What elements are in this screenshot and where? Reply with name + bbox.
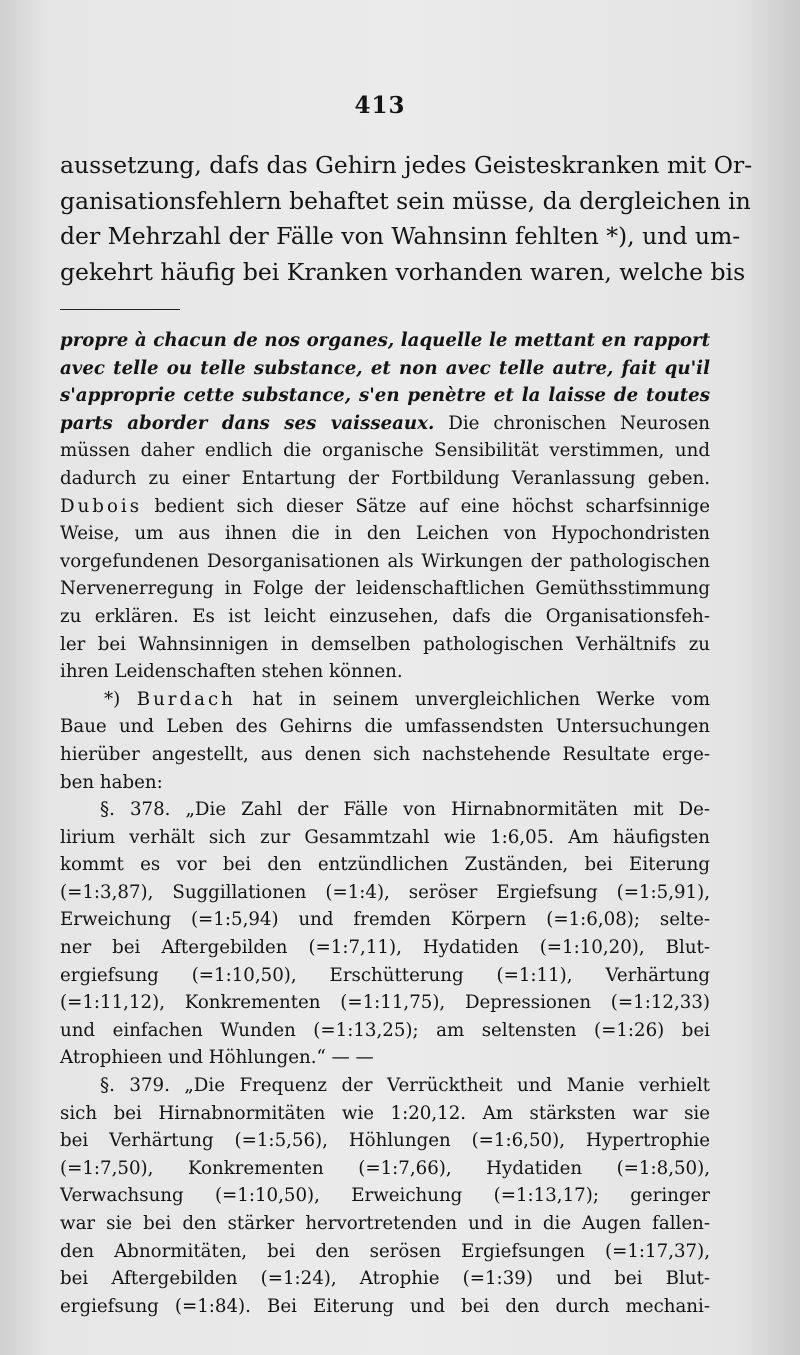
section-378-line: lirium verhält sich zur Gesammtzahl wie 1:6,05. Am häufigsten bbox=[60, 826, 710, 848]
main-text-line: der Mehrzahl der Fälle von Wahnsinn fehlten *), und um- bbox=[60, 222, 741, 250]
section-378-line: (=1:3,87), Suggillationen (=1:4), seröser Ergiefsung (=1:5,91), bbox=[60, 881, 710, 903]
section-379-line: ergiefsung (=1:84). Bei Eiterung und bei den durch mechani- bbox=[60, 1295, 710, 1317]
section-378-line: kommt es vor bei den entzündlichen Zuständen, bei Eiterung bbox=[60, 854, 710, 876]
section-379-line: (=1:7,50), Konkrementen (=1:7,66), Hydatiden (=1:8,50), bbox=[60, 1157, 710, 1179]
footnote-italic-fragment: parts aborder dans ses vaisseaux. bbox=[60, 412, 435, 434]
section-379-line: bei Aftergebilden (=1:24), Atrophie (=1:39) und bei Blut- bbox=[60, 1268, 710, 1290]
section-379-line: Verwachsung (=1:10,50), Erweichung (=1:13,17); geringer bbox=[60, 1185, 710, 1207]
footnote-line: zu erklären. Es ist leicht einzusehen, dafs die Organisationsfeh- bbox=[60, 605, 710, 627]
footnote-line: vorgefundenen Desorganisationen als Wirkungen der pathologischen bbox=[60, 550, 710, 572]
page-number: 413 bbox=[354, 92, 406, 119]
footnote-divider bbox=[60, 309, 180, 310]
footnote-line: s'approprie cette substance, s'en penètre et la laisse de toutes bbox=[60, 385, 710, 407]
main-text bbox=[60, 148, 753, 290]
footnote-fragment: hat in seinem unvergleichlichen Werke vom bbox=[252, 688, 710, 710]
author-name-burdach: Burdach bbox=[136, 688, 236, 710]
section-378-line: ner bei Aftergebilden (=1:7,11), Hydatiden (=1:10,20), Blut- bbox=[60, 937, 710, 959]
footnote-block bbox=[60, 327, 710, 1320]
section-378-line: (=1:11,12), Konkrementen (=1:11,75), Depressionen (=1:12,33) bbox=[60, 992, 710, 1014]
footnote-line: ler bei Wahnsinnigen in demselben pathologischen Verhältnifs zu bbox=[60, 633, 710, 655]
section-378-line: Erweichung (=1:5,94) und fremden Körpern (=1:6,08); selte- bbox=[60, 909, 710, 931]
section-379-line: sich bei Hirnabnormitäten wie 1:20,12. Am stärksten war sie bbox=[60, 1102, 710, 1124]
section-378-line: ergiefsung (=1:10,50), Erschütterung (=1:11), Verhärtung bbox=[60, 964, 710, 986]
section-378-line: §. 378. „Die Zahl der Fälle von Hirnabnormitäten mit De- bbox=[100, 799, 710, 821]
footnote-line: müssen daher endlich die organische Sensibilität verstimmen, und bbox=[60, 440, 710, 462]
footnote-marker: *) bbox=[104, 688, 121, 710]
section-379-line: war sie bei den stärker hervortretenden und in die Augen fallen- bbox=[60, 1213, 710, 1234]
footnote-line: Baue und Leben des Gehirns die umfassendsten Untersuchungen bbox=[60, 716, 710, 738]
section-378-line: Atrophieen und Höhlungen.“ — — bbox=[60, 1047, 374, 1069]
footnote-line: Nervenerregung in Folge der leidenschaftlichen Gemüthsstimmung bbox=[60, 578, 710, 600]
footnote-line: avec telle ou telle substance, et non avec telle autre, fait qu'il bbox=[60, 357, 710, 379]
footnote-fragment: bedient sich dieser Sätze auf eine höchst scharfsinnige bbox=[154, 495, 710, 517]
footnote-line: ihren Leidenschaften stehen können. bbox=[60, 661, 403, 683]
footnote-fragment: Die chronischen Neurosen bbox=[448, 412, 710, 434]
main-text-line: ganisationsfehlern behaftet sein müsse, da dergleichen in bbox=[60, 186, 751, 215]
section-378-line: und einfachen Wunden (=1:13,25); am seltensten (=1:26) bei bbox=[60, 1019, 710, 1041]
author-name-dubois: Dubois bbox=[60, 495, 143, 517]
main-text-line: gekehrt häufig bei Kranken vorhanden waren, welche bis bbox=[60, 257, 746, 286]
footnote-line bbox=[60, 410, 710, 438]
footnote-line: dadurch zu einer Entartung der Fortbildung Veranlassung geben. bbox=[60, 467, 710, 489]
footnote-line: propre à chacun de nos organes, laquelle le mettant en rapport bbox=[60, 330, 710, 351]
main-text-line: aussetzung, dafs das Gehirn jedes Geisteskranken mit Or- bbox=[60, 151, 753, 179]
section-379-line: bei Verhärtung (=1:5,56), Höhlungen (=1:6,50), Hypertrophie bbox=[60, 1130, 710, 1152]
footnote-line bbox=[60, 493, 710, 521]
footnote-line bbox=[60, 686, 710, 714]
section-379-line: §. 379. „Die Frequenz der Verrücktheit und Manie verhielt bbox=[100, 1075, 710, 1097]
footnote-line: Weise, um aus ihnen die in den Leichen von Hypochondristen bbox=[60, 523, 710, 545]
footnote-line: hierüber angestellt, aus denen sich nachstehende Resultate erge- bbox=[60, 743, 710, 765]
footnote-line: ben haben: bbox=[60, 771, 163, 793]
section-379-line: den Abnormitäten, bei den serösen Ergiefsungen (=1:17,37), bbox=[60, 1240, 710, 1262]
